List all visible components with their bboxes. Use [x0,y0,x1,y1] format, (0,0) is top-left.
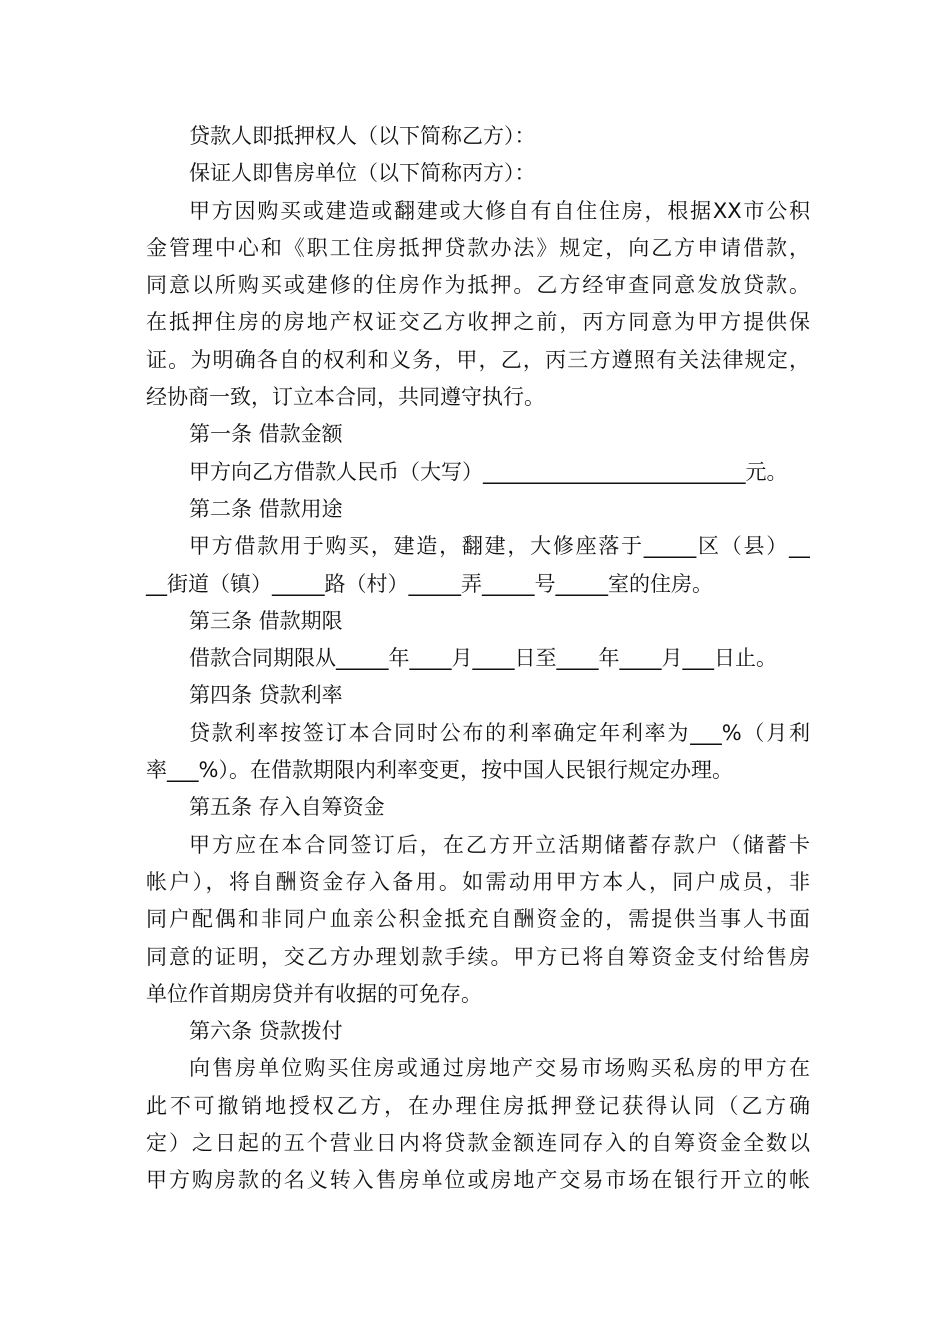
article-4-heading: 第四条 贷款利率 [189,683,343,708]
contract-body [146,118,810,1200]
preamble-line: 在抵押住房的房地产权证交乙方收押之前，丙方同意为甲方提供保 [146,310,810,335]
article-5-heading: 第五条 存入自筹资金 [189,795,385,820]
article-5-text: 同户配偶和非同户血亲公积金抵充自酬资金的，需提供当事人书面 [146,907,810,932]
article-2-text: 甲方借款用于购买，建造，翻建，大修座落于_____区（县）__ [189,534,810,559]
preamble-line: 金管理中心和《职工住房抵押贷款办法》规定，向乙方申请借款， [146,235,810,260]
article-3-heading: 第三条 借款期限 [189,608,343,633]
article-6-text: 定）之日起的五个营业日内将贷款金额连同存入的自筹资金全数以 [146,1131,810,1156]
guarantor-line: 保证人即售房单位（以下简称丙方）： [189,161,536,186]
article-6-text: 此不可撤销地授权乙方，在办理住房抵押登记获得认同（乙方确 [146,1093,810,1118]
article-2-heading: 第二条 借款用途 [189,496,343,521]
preamble-line: 证。为明确各自的权利和义务，甲，乙，丙三方遵照有关法律规定， [146,347,810,372]
article-6-text: 甲方购房款的名义转入售房单位或房地产交易市场在银行开立的帐 [146,1168,810,1193]
article-5-text: 同意的证明，交乙方办理划款手续。甲方已将自筹资金支付给售房 [146,944,810,969]
preamble-line: 经协商一致，订立本合同，共同遵守执行。 [146,385,545,410]
preamble-line: 甲方因购买或建造或翻建或大修自有自住住房，根据XX市公积 [189,198,810,223]
article-5-text: 单位作首期房贷并有收据的可免存。 [146,981,482,1006]
lender-line: 贷款人即抵押权人（以下简称乙方）： [189,124,536,148]
article-5-text: 帐户），将自酬资金存入备用。如需动用甲方本人，同户成员，非 [146,869,810,894]
article-4-text: 贷款利率按签订本合同时公布的利率确定年利率为___%（月利 [189,720,810,745]
article-1-text: 甲方向乙方借款人民币（大写）_________________________元。 [189,459,788,484]
article-2-text: __街道（镇）_____路（村）_____弄_____号_____室的住房。 [146,571,713,596]
article-6-heading: 第六条 贷款拨付 [189,1019,343,1044]
article-1-heading: 第一条 借款金额 [189,422,343,447]
article-4-text: 率___%）。在借款期限内利率变更，按中国人民银行规定办理。 [146,758,733,783]
article-5-text: 甲方应在本合同签订后，在乙方开立活期储蓄存款户（储蓄卡 [189,832,810,857]
article-3-text: 借款合同期限从_____年____月____日至____年____月___日止。 [189,646,777,671]
preamble-line: 同意以所购买或建修的住房作为抵押。乙方经审查同意发放贷款。 [146,273,810,298]
article-6-text: 向售房单位购买住房或通过房地产交易市场购买私房的甲方在 [189,1056,810,1081]
